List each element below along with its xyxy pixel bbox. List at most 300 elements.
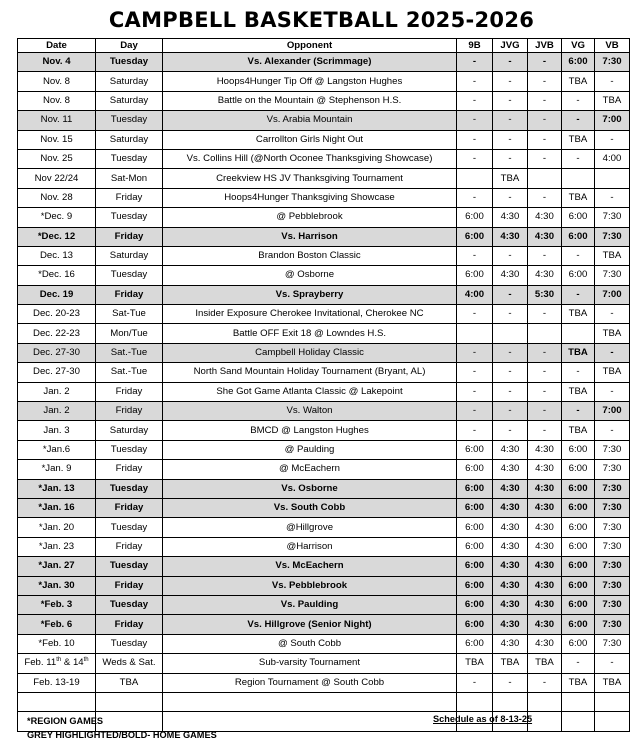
cell-vg: 6:00 xyxy=(562,498,595,517)
cell-date: *Jan. 27 xyxy=(18,557,96,576)
cell-date: *Jan. 16 xyxy=(18,498,96,517)
cell-vb: 7:00 xyxy=(595,402,630,421)
cell-date: Nov. 15 xyxy=(18,130,96,149)
cell-9b: 6:00 xyxy=(457,634,493,653)
cell-opponent: Sub-varsity Tournament xyxy=(163,654,457,673)
cell-vg: 6:00 xyxy=(562,208,595,227)
cell-vb: 7:30 xyxy=(595,595,630,614)
cell-vg: 6:00 xyxy=(562,518,595,537)
cell-vb: 7:30 xyxy=(595,518,630,537)
cell-vg: - xyxy=(562,91,595,110)
cell-day: Tuesday xyxy=(96,595,163,614)
col-header-opponent: Opponent xyxy=(163,39,457,53)
cell-9b: - xyxy=(457,402,493,421)
cell-day: Tuesday xyxy=(96,266,163,285)
col-header-date: Date xyxy=(18,39,96,53)
cell-jvb: - xyxy=(528,91,562,110)
cell-date: *Jan. 30 xyxy=(18,576,96,595)
cell-vg: TBA xyxy=(562,72,595,91)
cell-opponent: Region Tournament @ South Cobb xyxy=(163,673,457,692)
schedule-row xyxy=(18,91,630,110)
cell-day: Saturday xyxy=(96,130,163,149)
cell-jvb: - xyxy=(528,402,562,421)
schedule-row xyxy=(18,537,630,556)
cell-vg: 6:00 xyxy=(562,576,595,595)
cell-vg: TBA xyxy=(562,130,595,149)
cell-9b: 6:00 xyxy=(457,615,493,634)
cell-jvb: - xyxy=(528,111,562,130)
cell-vb: 7:30 xyxy=(595,53,630,72)
schedule-row xyxy=(18,246,630,265)
cell-9b: 6:00 xyxy=(457,576,493,595)
cell-day: Friday xyxy=(96,285,163,304)
cell-vb: 7:30 xyxy=(595,537,630,556)
cell-9b: - xyxy=(457,149,493,168)
cell-date: Dec. 13 xyxy=(18,246,96,265)
schedule-row xyxy=(18,518,630,537)
cell-9b: 6:00 xyxy=(457,440,493,459)
cell-9b: 4:00 xyxy=(457,285,493,304)
cell-9b: 6:00 xyxy=(457,557,493,576)
cell-date: *Jan. 23 xyxy=(18,537,96,556)
cell-jvb: TBA xyxy=(528,654,562,673)
cell-vb: TBA xyxy=(595,673,630,692)
cell-day: Friday xyxy=(96,460,163,479)
cell-opponent: Brandon Boston Classic xyxy=(163,246,457,265)
cell-opponent: Vs. Arabia Mountain xyxy=(163,111,457,130)
cell-jvg: - xyxy=(493,285,528,304)
cell-date: Jan. 2 xyxy=(18,382,96,401)
cell-jvb: 4:30 xyxy=(528,266,562,285)
cell-date: Dec. 22-23 xyxy=(18,324,96,343)
cell-jvb: - xyxy=(528,149,562,168)
cell-day: Mon/Tue xyxy=(96,324,163,343)
cell-jvg: - xyxy=(493,305,528,324)
cell-vg: 6:00 xyxy=(562,440,595,459)
cell-opponent: Battle on the Mountain @ Stephenson H.S. xyxy=(163,91,457,110)
schedule-row xyxy=(18,421,630,440)
cell-vg: - xyxy=(562,363,595,382)
schedule-row xyxy=(18,402,630,421)
cell-day: Tuesday xyxy=(96,111,163,130)
footer-notes xyxy=(27,714,217,742)
cell-vg xyxy=(562,692,595,711)
cell-9b: 6:00 xyxy=(457,266,493,285)
schedule-row xyxy=(18,53,630,72)
cell-9b: 6:00 xyxy=(457,498,493,517)
cell-vb: - xyxy=(595,421,630,440)
cell-9b: - xyxy=(457,91,493,110)
col-header-jvb: JVB xyxy=(528,39,562,53)
cell-jvg: TBA xyxy=(493,169,528,188)
cell-vg: 6:00 xyxy=(562,615,595,634)
cell-9b: - xyxy=(457,53,493,72)
cell-vg: 6:00 xyxy=(562,479,595,498)
cell-day: Friday xyxy=(96,188,163,207)
cell-vg: 6:00 xyxy=(562,460,595,479)
cell-vg: TBA xyxy=(562,382,595,401)
cell-opponent: North Sand Mountain Holiday Tournament (Bryant, AL) xyxy=(163,363,457,382)
cell-jvg: TBA xyxy=(493,654,528,673)
schedule-row xyxy=(18,615,630,634)
cell-opponent: Carrollton Girls Night Out xyxy=(163,130,457,149)
schedule-row xyxy=(18,111,630,130)
cell-date: Feb. 11th & 14th xyxy=(18,654,96,673)
schedule-row xyxy=(18,343,630,362)
cell-9b xyxy=(457,324,493,343)
cell-jvg: 4:30 xyxy=(493,266,528,285)
cell-vg: 6:00 xyxy=(562,557,595,576)
cell-day: Tuesday xyxy=(96,557,163,576)
cell-jvb: - xyxy=(528,363,562,382)
cell-jvg: 4:30 xyxy=(493,595,528,614)
cell-jvb: - xyxy=(528,246,562,265)
cell-opponent: Campbell Holiday Classic xyxy=(163,343,457,362)
cell-opponent: Insider Exposure Cherokee Invitational, Cherokee NC xyxy=(163,305,457,324)
schedule-row xyxy=(18,208,630,227)
cell-vg: TBA xyxy=(562,188,595,207)
cell-vb: - xyxy=(595,188,630,207)
cell-jvb: 4:30 xyxy=(528,440,562,459)
schedule-row xyxy=(18,634,630,653)
cell-date: Nov. 4 xyxy=(18,53,96,72)
col-header-vb: VB xyxy=(595,39,630,53)
cell-vg: 6:00 xyxy=(562,537,595,556)
cell-date: Nov. 11 xyxy=(18,111,96,130)
cell-jvg: 4:30 xyxy=(493,460,528,479)
cell-day: Saturday xyxy=(96,246,163,265)
cell-jvg: 4:30 xyxy=(493,498,528,517)
cell-day: Tuesday xyxy=(96,479,163,498)
cell-jvb: - xyxy=(528,343,562,362)
cell-vb: 7:30 xyxy=(595,440,630,459)
cell-day: Tuesday xyxy=(96,440,163,459)
cell-day: Weds & Sat. xyxy=(96,654,163,673)
cell-jvb: 4:30 xyxy=(528,479,562,498)
cell-vb: 7:30 xyxy=(595,208,630,227)
cell-opponent: Vs. Sprayberry xyxy=(163,285,457,304)
cell-vg: 6:00 xyxy=(562,595,595,614)
cell-jvb: 4:30 xyxy=(528,460,562,479)
cell-jvg: 4:30 xyxy=(493,518,528,537)
cell-vg xyxy=(562,169,595,188)
cell-opponent: Hoops4Hunger Tip Off @ Langston Hughes xyxy=(163,72,457,91)
cell-opponent: Vs. Collins Hill (@North Oconee Thanksgiving Showcase) xyxy=(163,149,457,168)
cell-jvg: - xyxy=(493,53,528,72)
page-title: CAMPBELL BASKETBALL 2025-2026 xyxy=(108,8,535,32)
cell-jvb xyxy=(528,692,562,711)
cell-vb: 7:30 xyxy=(595,266,630,285)
cell-vg xyxy=(562,324,595,343)
cell-opponent: @ Pebblebrook xyxy=(163,208,457,227)
cell-date: Jan. 2 xyxy=(18,402,96,421)
cell-date: Nov. 8 xyxy=(18,91,96,110)
cell-date: Dec. 27-30 xyxy=(18,343,96,362)
cell-day: Friday xyxy=(96,402,163,421)
cell-jvg: - xyxy=(493,402,528,421)
cell-9b: - xyxy=(457,72,493,91)
cell-jvg: - xyxy=(493,72,528,91)
cell-9b: - xyxy=(457,421,493,440)
cell-day xyxy=(96,692,163,711)
schedule-row xyxy=(18,266,630,285)
cell-date: *Dec. 9 xyxy=(18,208,96,227)
cell-vb: TBA xyxy=(595,91,630,110)
cell-vb: TBA xyxy=(595,324,630,343)
cell-jvg xyxy=(493,324,528,343)
cell-jvb: 5:30 xyxy=(528,285,562,304)
cell-jvg: - xyxy=(493,149,528,168)
cell-opponent: Vs. Walton xyxy=(163,402,457,421)
header-row xyxy=(18,39,630,53)
cell-jvb xyxy=(528,169,562,188)
schedule-row xyxy=(18,479,630,498)
cell-day: Sat.-Tue xyxy=(96,343,163,362)
cell-9b: 6:00 xyxy=(457,460,493,479)
cell-jvg: - xyxy=(493,421,528,440)
cell-day: Sat-Mon xyxy=(96,169,163,188)
cell-date: *Feb. 3 xyxy=(18,595,96,614)
cell-jvg: 4:30 xyxy=(493,634,528,653)
cell-jvg: - xyxy=(493,188,528,207)
cell-opponent: @Hillgrove xyxy=(163,518,457,537)
schedule-row xyxy=(18,72,630,91)
cell-jvg: 4:30 xyxy=(493,537,528,556)
cell-day: Friday xyxy=(96,615,163,634)
cell-date: Dec. 27-30 xyxy=(18,363,96,382)
cell-9b: 6:00 xyxy=(457,208,493,227)
cell-day: TBA xyxy=(96,673,163,692)
cell-vb: 7:30 xyxy=(595,460,630,479)
home-games-note: GREY HIGHLIGHTED/BOLD- HOME GAMES xyxy=(27,730,217,740)
cell-jvb: 4:30 xyxy=(528,518,562,537)
cell-jvb: 4:30 xyxy=(528,208,562,227)
cell-vb: - xyxy=(595,343,630,362)
region-games-note: *REGION GAMES xyxy=(27,716,104,726)
cell-vb: 7:30 xyxy=(595,498,630,517)
cell-jvg: - xyxy=(493,111,528,130)
cell-jvg: 4:30 xyxy=(493,615,528,634)
cell-opponent xyxy=(163,692,457,711)
cell-9b: - xyxy=(457,305,493,324)
cell-day: Sat-Tue xyxy=(96,305,163,324)
cell-opponent: Vs. Alexander (Scrimmage) xyxy=(163,53,457,72)
cell-day: Sat.-Tue xyxy=(96,363,163,382)
cell-vb: - xyxy=(595,654,630,673)
cell-jvb: - xyxy=(528,53,562,72)
cell-date: Nov. 25 xyxy=(18,149,96,168)
cell-jvg: - xyxy=(493,130,528,149)
cell-date: *Dec. 16 xyxy=(18,266,96,285)
schedule-row xyxy=(18,382,630,401)
cell-date: *Feb. 10 xyxy=(18,634,96,653)
cell-vg: TBA xyxy=(562,343,595,362)
cell-9b: - xyxy=(457,363,493,382)
cell-opponent: Battle OFF Exit 18 @ Lowndes H.S. xyxy=(163,324,457,343)
schedule-body xyxy=(18,53,630,732)
cell-date: Dec. 20-23 xyxy=(18,305,96,324)
cell-jvg: - xyxy=(493,673,528,692)
schedule-table xyxy=(17,38,630,732)
cell-jvg: 4:30 xyxy=(493,479,528,498)
schedule-row xyxy=(18,673,630,692)
cell-9b: - xyxy=(457,246,493,265)
cell-opponent: Vs. South Cobb xyxy=(163,498,457,517)
cell-date: *Jan.6 xyxy=(18,440,96,459)
cell-jvg: - xyxy=(493,382,528,401)
cell-jvg: 4:30 xyxy=(493,576,528,595)
cell-date: *Dec. 12 xyxy=(18,227,96,246)
cell-vb: 7:00 xyxy=(595,285,630,304)
schedule-row xyxy=(18,595,630,614)
schedule-row xyxy=(18,692,630,711)
schedule-row xyxy=(18,169,630,188)
cell-vb: 4:00 xyxy=(595,149,630,168)
cell-9b: 6:00 xyxy=(457,595,493,614)
cell-vg: 6:00 xyxy=(562,634,595,653)
cell-date: Jan. 3 xyxy=(18,421,96,440)
cell-opponent: She Got Game Atlanta Classic @ Lakepoint xyxy=(163,382,457,401)
cell-vb: 7:30 xyxy=(595,634,630,653)
cell-9b: 6:00 xyxy=(457,518,493,537)
cell-jvg: 4:30 xyxy=(493,557,528,576)
cell-day: Tuesday xyxy=(96,208,163,227)
cell-date: *Jan. 9 xyxy=(18,460,96,479)
cell-jvb: 4:30 xyxy=(528,227,562,246)
cell-jvg: - xyxy=(493,343,528,362)
cell-jvb: 4:30 xyxy=(528,595,562,614)
cell-9b: 6:00 xyxy=(457,227,493,246)
schedule-row xyxy=(18,305,630,324)
cell-9b: - xyxy=(457,188,493,207)
cell-vg: - xyxy=(562,111,595,130)
cell-jvb: 4:30 xyxy=(528,576,562,595)
cell-date: *Feb. 6 xyxy=(18,615,96,634)
cell-jvb: - xyxy=(528,188,562,207)
cell-9b: - xyxy=(457,130,493,149)
cell-vb: 7:30 xyxy=(595,557,630,576)
col-header-day: Day xyxy=(96,39,163,53)
cell-vg: - xyxy=(562,285,595,304)
cell-9b: - xyxy=(457,111,493,130)
schedule-row xyxy=(18,460,630,479)
cell-9b xyxy=(457,169,493,188)
col-header-9b: 9B xyxy=(457,39,493,53)
cell-jvb: 4:30 xyxy=(528,537,562,556)
cell-vg: 6:00 xyxy=(562,266,595,285)
cell-jvg: 4:30 xyxy=(493,440,528,459)
cell-jvg: 4:30 xyxy=(493,208,528,227)
col-header-vg: VG xyxy=(562,39,595,53)
schedule-row xyxy=(18,324,630,343)
cell-vg: - xyxy=(562,402,595,421)
cell-jvb: - xyxy=(528,72,562,91)
cell-vb: - xyxy=(595,130,630,149)
cell-day: Friday xyxy=(96,498,163,517)
cell-date xyxy=(18,692,96,711)
cell-day: Saturday xyxy=(96,91,163,110)
cell-vg: - xyxy=(562,654,595,673)
cell-opponent: Vs. Paulding xyxy=(163,595,457,614)
schedule-row xyxy=(18,576,630,595)
cell-vb xyxy=(595,712,630,731)
cell-date: Nov. 28 xyxy=(18,188,96,207)
cell-date: Feb. 13-19 xyxy=(18,673,96,692)
cell-jvb: 4:30 xyxy=(528,634,562,653)
cell-jvg: 4:30 xyxy=(493,227,528,246)
cell-jvg: - xyxy=(493,246,528,265)
cell-opponent: Vs. McEachern xyxy=(163,557,457,576)
cell-vg: - xyxy=(562,149,595,168)
cell-vg: 6:00 xyxy=(562,53,595,72)
cell-day: Tuesday xyxy=(96,53,163,72)
cell-jvg: - xyxy=(493,363,528,382)
schedule-row xyxy=(18,188,630,207)
cell-jvg xyxy=(493,692,528,711)
cell-date: *Jan. 13 xyxy=(18,479,96,498)
cell-day: Friday xyxy=(96,382,163,401)
cell-jvb: - xyxy=(528,305,562,324)
cell-date: *Jan. 20 xyxy=(18,518,96,537)
cell-day: Tuesday xyxy=(96,634,163,653)
cell-opponent: Vs. Hillgrove (Senior Night) xyxy=(163,615,457,634)
cell-day: Tuesday xyxy=(96,149,163,168)
schedule-row xyxy=(18,130,630,149)
cell-opponent: @ South Cobb xyxy=(163,634,457,653)
cell-vg: TBA xyxy=(562,421,595,440)
cell-day: Friday xyxy=(96,537,163,556)
cell-vb: TBA xyxy=(595,363,630,382)
cell-vb: - xyxy=(595,382,630,401)
cell-opponent: Vs. Pebblebrook xyxy=(163,576,457,595)
cell-vg: 6:00 xyxy=(562,227,595,246)
schedule-row xyxy=(18,440,630,459)
schedule-row xyxy=(18,363,630,382)
cell-day: Tuesday xyxy=(96,518,163,537)
cell-jvb: 4:30 xyxy=(528,498,562,517)
cell-opponent: Vs. Harrison xyxy=(163,227,457,246)
cell-9b: TBA xyxy=(457,654,493,673)
cell-jvg: - xyxy=(493,91,528,110)
cell-vb: - xyxy=(595,72,630,91)
cell-vg: TBA xyxy=(562,673,595,692)
schedule-row xyxy=(18,285,630,304)
cell-day: Friday xyxy=(96,576,163,595)
schedule-row xyxy=(18,227,630,246)
cell-jvb: 4:30 xyxy=(528,557,562,576)
cell-vb: 7:30 xyxy=(595,615,630,634)
cell-jvb: - xyxy=(528,421,562,440)
col-header-jvg: JVG xyxy=(493,39,528,53)
cell-opponent: Creekview HS JV Thanksgiving Tournament xyxy=(163,169,457,188)
cell-vb: 7:00 xyxy=(595,111,630,130)
cell-9b: - xyxy=(457,673,493,692)
cell-vb xyxy=(595,692,630,711)
cell-jvb: - xyxy=(528,382,562,401)
cell-9b xyxy=(457,692,493,711)
cell-9b: 6:00 xyxy=(457,479,493,498)
cell-date: Dec. 19 xyxy=(18,285,96,304)
cell-9b: - xyxy=(457,343,493,362)
cell-day: Friday xyxy=(96,227,163,246)
cell-opponent: BMCD @ Langston Hughes xyxy=(163,421,457,440)
cell-vb xyxy=(595,169,630,188)
schedule-date-note: Schedule as of 8-13-25 xyxy=(433,714,533,724)
cell-jvb xyxy=(528,712,562,731)
cell-day: Saturday xyxy=(96,72,163,91)
cell-vg: TBA xyxy=(562,305,595,324)
cell-jvb: 4:30 xyxy=(528,615,562,634)
